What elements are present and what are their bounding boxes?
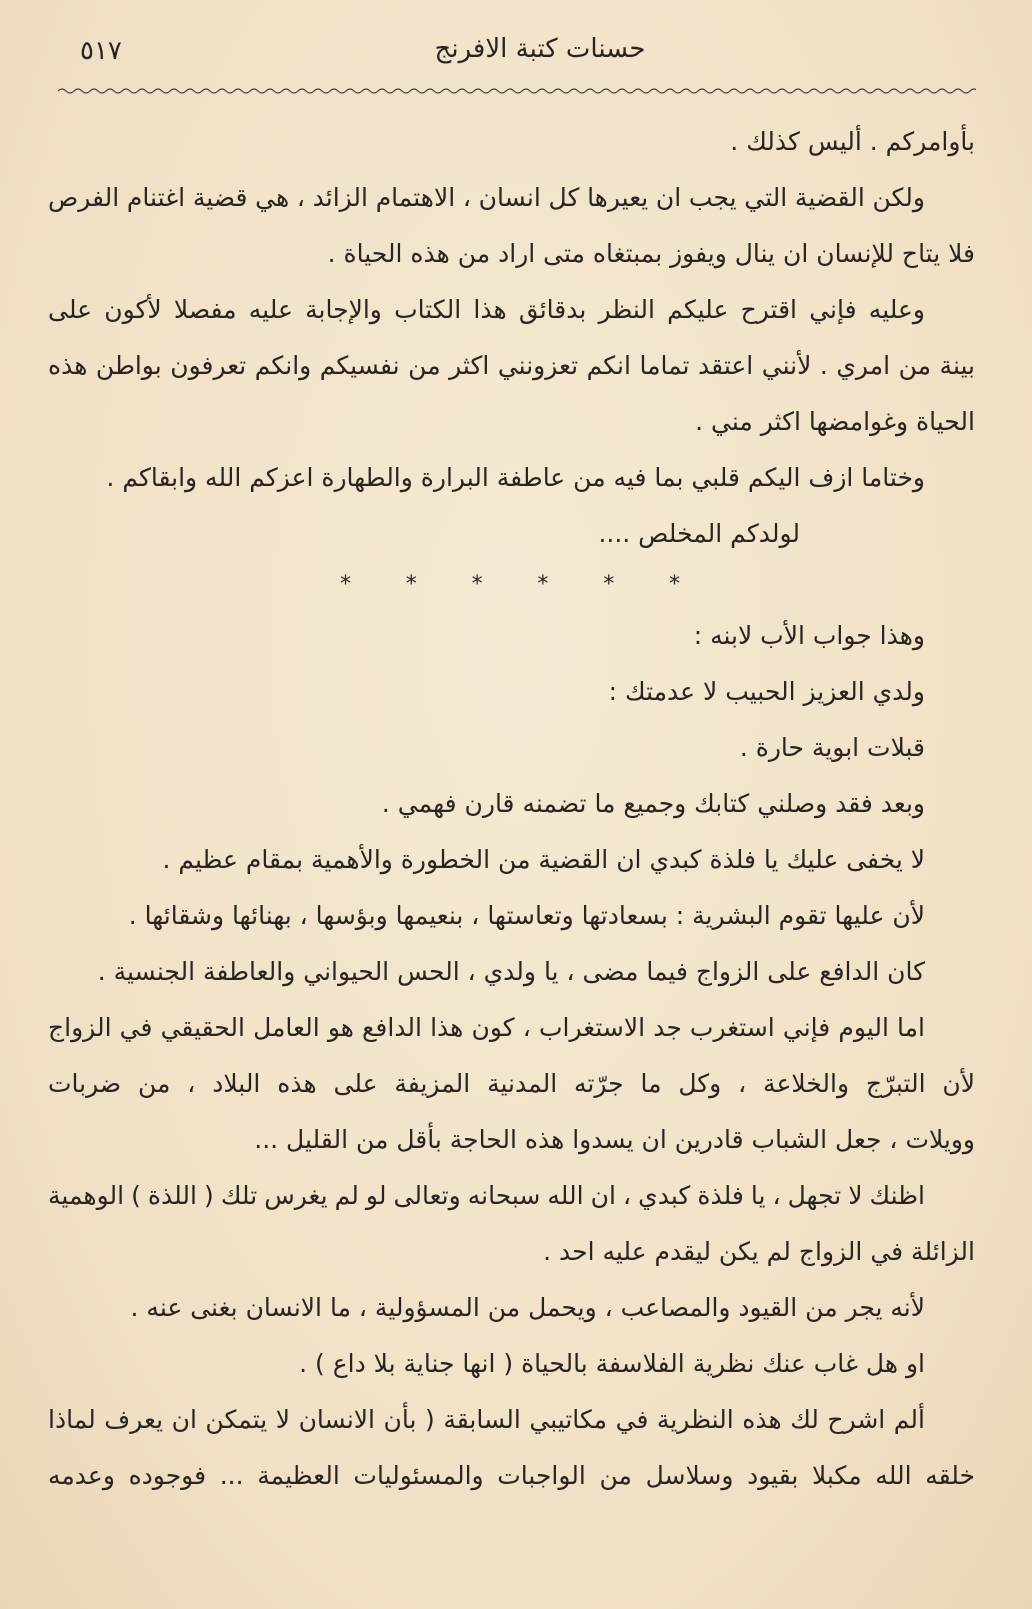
text-line: فلا يتاح للإنسان ان ينال ويفوز بمبتغاه متى اراد من هذه الحياة . — [327, 239, 975, 268]
text-line: الحياة وغوامضها اكثر مني . — [695, 407, 975, 436]
page-number: ٥١٧ — [80, 36, 122, 66]
text-line: بينة من امري . لأنني اعتقد تماما انكم تعزونني اكثر من نفسيكم وانكم تعرفون بواطن هذه — [48, 351, 975, 380]
star-mark: * — [668, 572, 680, 597]
text-line: وختاما ازف اليكم قلبي بما فيه من عاطفة البرارة والطهارة اعزكم الله وابقاكم . — [106, 463, 925, 492]
text-line: او هل غاب عنك نظرية الفلاسفة بالحياة ( انها جناية بلا داع ) . — [299, 1349, 925, 1378]
running-header-title: حسنات كتبة الافرنج — [434, 34, 646, 64]
text-line: وعليه فإني اقترح عليكم النظر بدقائق هذا الكتاب والإجابة عليه مفصلا لأكون على — [48, 295, 925, 324]
star-mark: * — [537, 572, 549, 597]
text-line: وبعد فقد وصلني كتابك وجميع ما تضمنه قارن فهمي . — [381, 789, 925, 818]
text-line: لأن عليها تقوم البشرية : بسعادتها وتعاستها ، بنعيمها وبؤسها ، بهنائها وشقائها . — [128, 901, 925, 930]
text-line: اظنك لا تجهل ، يا فلذة كبدي ، ان الله سبحانه وتعالى لو لم يغرس تلك ( اللذة ) الوهمية — [48, 1181, 925, 1210]
text-line: ولدي العزيز الحبيب لا عدمتك : — [608, 677, 925, 706]
text-line: خلقه الله مكبلا بقيود وسلاسل من الواجبات والمسئوليات العظيمة ... فوجوده وعدمه — [48, 1461, 975, 1490]
signature-line: لولدكم المخلص .... — [598, 519, 800, 548]
text-line: قبلات ابوية حارة . — [739, 733, 925, 762]
text-line: بأوامركم . أليس كذلك . — [730, 127, 975, 156]
text-line: كان الدافع على الزواج فيما مضى ، يا ولدي ، الحس الحيواني والعاطفة الجنسية . — [97, 957, 925, 986]
text-line: ألم اشرح لك هذه النظرية في مكاتيبي السابقة ( بأن الانسان لا يتمكن ان يعرف لماذا — [48, 1405, 925, 1434]
text-line: الزائلة في الزواج لم يكن ليقدم عليه احد . — [543, 1237, 975, 1266]
text-line: لا يخفى عليك يا فلذة كبدي ان القضية من الخطورة والأهمية بمقام عظيم . — [162, 845, 925, 874]
star-mark: * — [603, 572, 615, 597]
text-line: وهذا جواب الأب لابنه : — [693, 621, 925, 650]
wavy-rule-divider — [58, 84, 976, 98]
section-separator — [340, 570, 680, 600]
text-line: لأنه يجر من القيود والمصاعب ، ويحمل من المسؤولية ، ما الانسان بغنى عنه . — [130, 1293, 925, 1322]
text-line: لأن التبرّج والخلاعة ، وكل ما جرّته المدنية المزيفة على هذه البلاد ، من ضربات — [48, 1069, 975, 1098]
text-line: ولكن القضية التي يجب ان يعيرها كل انسان ، الاهتمام الزائد ، هي قضية اغتنام الفرص — [48, 183, 925, 212]
star-mark: * — [405, 572, 417, 597]
body-text — [48, 122, 975, 1512]
text-line: وويلات ، جعل الشباب قادرين ان يسدوا هذه الحاجة بأقل من القليل ... — [254, 1125, 975, 1154]
star-mark: * — [471, 572, 483, 597]
text-line: اما اليوم فإني استغرب جد الاستغراب ، كون هذا الدافع هو العامل الحقيقي في الزواج — [48, 1013, 925, 1042]
star-mark: * — [340, 572, 351, 597]
